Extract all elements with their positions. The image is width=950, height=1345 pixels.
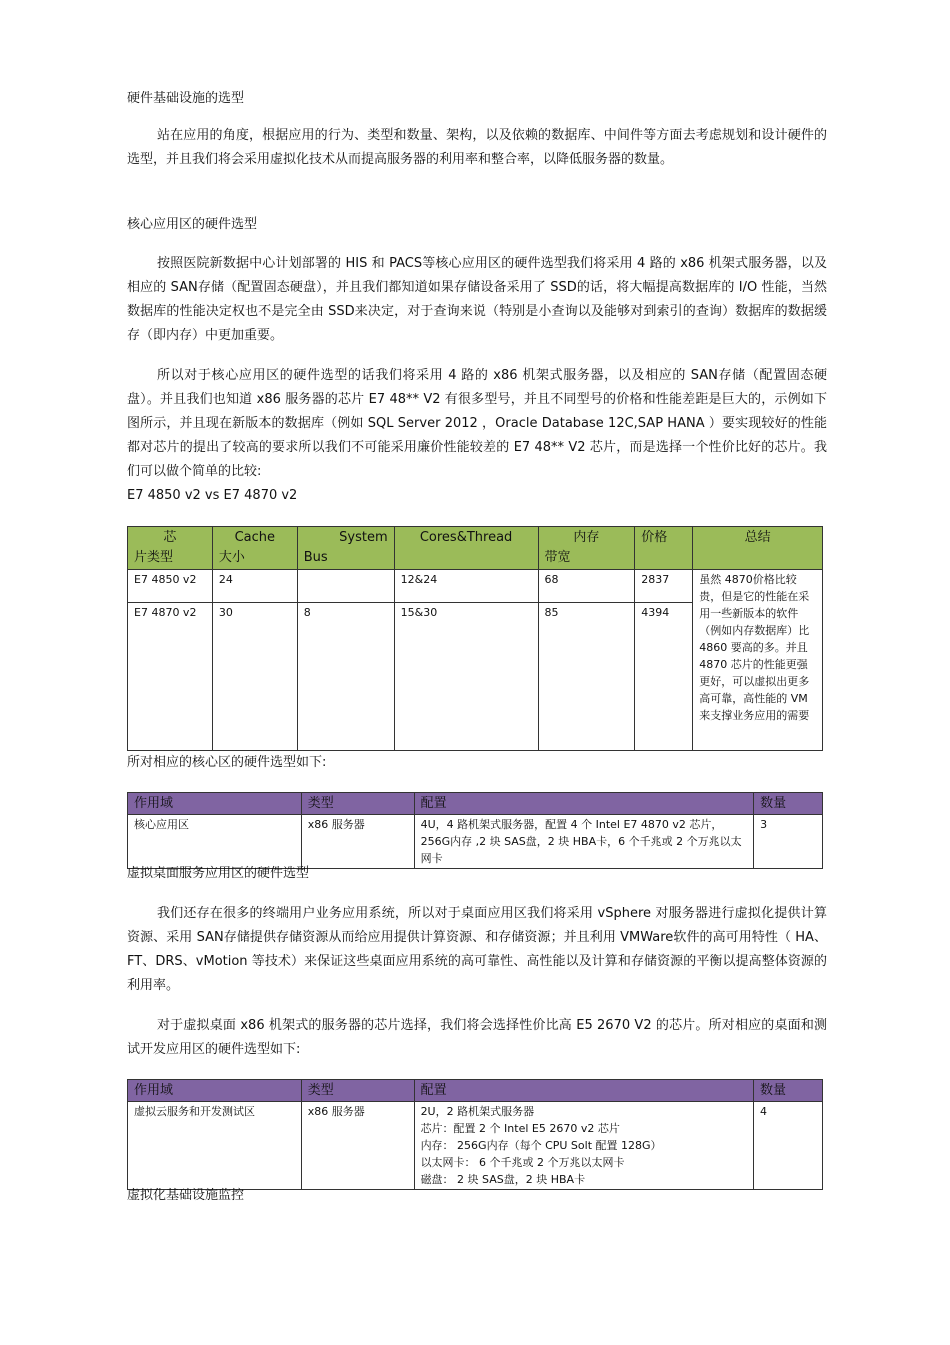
heading-hardware-selection: 硬件基础设施的选型 xyxy=(127,91,245,106)
table-header-row: 作用域 类型 配置 数量 xyxy=(128,793,823,815)
header-bus: System Bus xyxy=(297,527,394,570)
heading-vdi-area: 虚拟桌面服务应用区的硬件选型 xyxy=(127,866,310,881)
core-area-table xyxy=(127,792,823,869)
table-row: 虚拟云服务和开发测试区 x86 服务器 2U，2 路机架式服务器 芯片：配置 2 个 Intel E5 2670 v2 芯片 内存： 256G内存（每个 CPU Solt 配置 128G） 以太网卡： 6 个千兆或 2 个万兆以太网卡 磁盘： 2 块 SAS盘，2 块 HBA卡 4 xyxy=(128,1102,823,1190)
table-row: E7 4850 v2 24 12&24 68 2837 虽然 4870价格比较贵，但是它的性能在采用一些新版本的软件（例如内存数据库）比 4860 要高的多。并且 4870 芯片的性能更强更好，可以虚拟出更多高可靠，高性能的 VM来支撑业务应用的需要 xyxy=(128,570,823,603)
header-chip: 芯 片类型 xyxy=(128,527,213,570)
header-price: 价格 xyxy=(635,527,693,570)
table-header-row: 作用域 类型 配置 数量 xyxy=(128,1080,823,1102)
paragraph-vdi-1: 我们还存在很多的终端用户业务应用系统，所以对于桌面应用区我们将采用 vSphere 对服务器进行虚拟化提供计算资源、采用 SAN存储提供存储资源从而给应用提供计算资源、和存储资源；并且利用 VMWare软件的高可用特性（ HA、FT、DRS、vMotion 等技术）来保证这些桌面应用系统的高可靠性、高性能以及计算和存储资源的平衡以提高整体资源的利用率。 xyxy=(127,906,827,993)
header-summary: 总结 xyxy=(693,527,823,570)
table-row: 核心应用区 x86 服务器 4U，4 路机架式服务器，配置 4 个 Intel E7 4870 v2 芯片， 256G内存 ,2 块 SAS盘，2 块 HBA卡，6 个千兆或 2 个万兆以太网卡 3 xyxy=(128,815,823,869)
heading-monitoring: 虚拟化基础设施监控 xyxy=(127,1188,245,1203)
paragraph-vdi-2: 对于虚拟桌面 x86 机架式的服务器的芯片选择，我们将会选择性价比高 E5 2670 V2 的芯片。所对相应的桌面和测试开发应用区的硬件选型如下: xyxy=(127,1018,827,1057)
heading-core-area: 核心应用区的硬件选型 xyxy=(127,217,258,232)
header-cores: Cores&Thread xyxy=(394,527,538,570)
paragraph-intro: 站在应用的角度，根据应用的行为、类型和数量、架构，以及依赖的数据库、中间件等方面去考虑规划和设计硬件的选型，并且我们将会采用虚拟化技术从而提高服务器的利用率和整合率，以降低服务器的数量。 xyxy=(127,128,827,167)
paragraph-core-1: 按照医院新数据中心计划部署的 HIS 和 PACS等核心应用区的硬件选型我们将采用 4 路的 x86 机架式服务器，以及相应的 SAN存储（配置固态硬盘），并且我们都知道如果存储设备采用了 SSD的话，将大幅提高数据库的 I/O 性能，当然数据库的性能决定权也不是完全由 SSD来决定，对于查询来说（特别是小查询以及能够对到索引的查询）数据库的数据缓存（即内存）中更加重要。 xyxy=(127,256,827,343)
summary-cell: 虽然 4870价格比较贵，但是它的性能在采用一些新版本的软件（例如内存数据库）比 4860 要高的多。并且 4870 芯片的性能更强更好，可以虚拟出更多高可靠，高性能的 VM来支撑业务应用的需要 xyxy=(693,570,823,751)
vdi-area-table xyxy=(127,1079,823,1190)
table-header-row xyxy=(128,527,823,570)
paragraph-core-2: 所以对于核心应用区的硬件选型的话我们将采用 4 路的 x86 机架式服务器，以及相应的 SAN存储（配置固态硬盘）。并且我们也知道 x86 服务器的芯片 E7 48** V2 有很多型号，并且不同型号的价格和性能差距是巨大的，示例如下图所示，并且现在新版本的数据库（例如 SQL Server 2012 ，Oracle Database 12C,SAP HANA ）要实现较好的性能都对芯片的提出了较高的要求所以我们不可能采用廉价性能较差的 E7 48** V2 芯片，而是选择一个性价比好的芯片。我们可以做个简单的比较: E7 4850 v2 vs E7 4870 v2 xyxy=(127,368,827,503)
header-mem: 内存 带宽 xyxy=(538,527,635,570)
config-cell: 2U，2 路机架式服务器 芯片：配置 2 个 Intel E5 2670 v2 芯片 内存： 256G内存（每个 CPU Solt 配置 128G） 以太网卡： 6 个千兆或 2 个万兆以太网卡 磁盘： 2 块 SAS盘，2 块 HBA卡 xyxy=(414,1102,753,1190)
header-cache: Cache 大小 xyxy=(212,527,297,570)
table-row: E7 4870 v2 30 8 15&30 85 4394 xyxy=(128,603,823,751)
caption-core-table: 所对相应的核心区的硬件选型如下: xyxy=(127,755,327,770)
chip-comparison-table xyxy=(127,526,823,751)
